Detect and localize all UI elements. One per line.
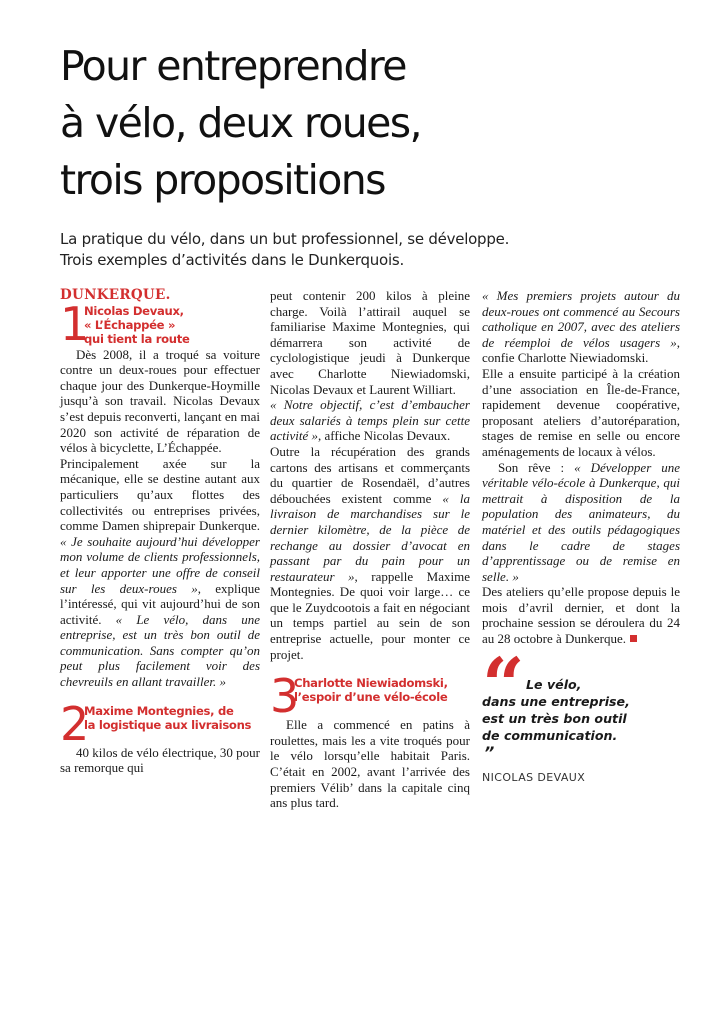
paragraph [482, 460, 680, 585]
quote-run: « Développer une véritable vélo-école à Dunkerque, qui mettrait à disposition de la population des animateurs, du matériel et des outils pédagogiques dans le cadre de stages d’apprentissage ou de remise en selle. » [482, 459, 680, 584]
paragraph [270, 397, 470, 444]
paragraph: Elle a commencé en patins à roulettes, mais les a vite troqués pour le vélo lorsqu’elle habitait Paris. C’était en 2002, avant l’arrivée des premiers Vélib’ dans la capitale cinq ans plus tard. [270, 717, 470, 811]
paragraph: Elle a ensuite participé à la création d’une association en Île-de-France, rapidement devenue coopérative, proposant ateliers d’autoréparation, stages de remise en selle ou encore aménagements de locaux à vélos. [482, 365, 680, 459]
paragraph: 40 kilos de vélo électrique, 30 pour sa remorque qui [60, 744, 260, 776]
column-2 [270, 288, 470, 811]
pull-quote-author: NICOLAS DEVAUX [482, 771, 586, 784]
quote-mark-icon: “ [482, 643, 517, 729]
text-run: , affiche Nicolas Devaux. [318, 428, 451, 444]
column-1 [60, 288, 260, 776]
pull-quote-line [482, 727, 682, 761]
section-title-line: Charlotte Niewiadomski, [294, 676, 448, 691]
section-2-header [60, 696, 260, 751]
quote-run: « Notre objectif, c’est d’embaucher deux salariés à temps plein sur cette activité » [270, 397, 470, 444]
section-title-line: qui tient la route [84, 331, 190, 346]
pull-quote-line: est un très bon outil [482, 711, 627, 726]
quote-run: « Mes premiers projets autour du deux-roues ont commencé au Secours catholique en 2007, avec des ateliers de réemploi de vélos usagers » [482, 288, 680, 350]
text-run: Son rêve : [498, 459, 575, 475]
paragraph: peut contenir 200 kilos à pleine charge. Voilà l’attirail auquel se familiarise Maxime Montegnies, qui démarrera son activité de cyclologistique jeudi à Dunkerque avec Charlotte Niewiadomski, Nicolas Devaux et Laurent Williart. [270, 288, 470, 397]
section-title-line: Maxime Montegnies, de [84, 703, 234, 718]
paragraph: Dès 2008, il a troqué sa voiture contre un deux-roues pour effectuer chaque jour des Dunkerque-Hoymille jusqu’à son travail. Nicolas Devaux s’est depuis reconverti, lançant en mai 2020 son activité de réparation de vélos à bicyclette, L’Échappée. [60, 346, 260, 456]
section-title [84, 304, 190, 346]
text-run: Des ateliers qu’elle propose depuis le mois d’avril dernier, et dont la prochaine session se déroulera du 24 au 28 octobre à Dunkerque. [482, 584, 680, 647]
section-title-line: l’espoir d’une vélo-école [294, 690, 448, 705]
pull-quote-line: Le vélo, [526, 677, 582, 692]
section-title-line: la logistique aux livraisons [84, 717, 252, 732]
dateline: DUNKERQUE. [60, 287, 171, 303]
quote-run: « Je souhaite aujourd’hui développer mon volume de clients professionnels, et leur apporter une offre de conseil sur les deux-roues » [60, 533, 260, 596]
section-3-header [270, 669, 470, 724]
headline [60, 38, 620, 209]
end-of-article-mark [630, 635, 637, 642]
standfirst-line: Trois exemples d’activités dans le Dunkerquois. [60, 251, 404, 269]
text-run: Outre la récupération des grands cartons des artisans et commerçants du quartier de Rosendaël, d’autres débouchées existent comme [270, 443, 470, 506]
headline-line: Pour entreprendre [60, 42, 406, 90]
close-quote-icon: ” [484, 743, 495, 762]
section-number: 3 [270, 669, 298, 724]
text-run: , explique l’intéressé, qui vit aujourd’hui de son activité. [60, 580, 261, 627]
section-title-line: « L’Échappée » [84, 317, 176, 332]
section-1-header [60, 296, 260, 351]
section-number: 1 [60, 296, 88, 351]
column-3 [482, 288, 680, 647]
paragraph [60, 456, 260, 690]
standfirst-line: La pratique du vélo, dans un but professionnel, se développe. [60, 230, 510, 248]
pull-quote-line: dans une entreprise, [482, 694, 630, 709]
paragraph [270, 444, 470, 662]
section-title [84, 704, 251, 732]
section-number: 2 [60, 696, 88, 751]
quote-run: « la livraison de marchandises sur le dernier kilomètre, de la pièce de rechange au dossier d’avocat en passant par du pain pour un restaurateur » [270, 490, 470, 584]
text-run: , rappelle Maxime Montegnies. De quoi voir large… ce que le Zuydcootois a fait en négociant un temps partiel au sein de son entreprise actuelle, pour monter ce projet. [270, 568, 470, 662]
text-run: , confie Charlotte Niewiadomski. [482, 334, 680, 366]
pull-quote [482, 643, 682, 784]
paragraph [482, 584, 680, 646]
section-title-line: Nicolas Devaux, [84, 303, 184, 318]
paragraph [482, 288, 680, 366]
section-title [294, 676, 448, 704]
standfirst [60, 229, 620, 271]
quote-run: « Le vélo, dans une entreprise, est un très bon outil de communication. Sans compter qu’on peut plus facilement voir des chevreuils en allant travailler. » [60, 611, 261, 690]
text-run: Principalement axée sur la mécanique, elle se destine autant aux particuliers qu’aux flottes des collectivités ou entreprises privées, comme Damen shiprepair Dunkerque. [60, 455, 260, 534]
headline-line: trois propositions [60, 156, 385, 204]
headline-line: à vélo, deux roues, [60, 99, 421, 147]
pull-quote-line-text: de communication. [482, 728, 618, 743]
